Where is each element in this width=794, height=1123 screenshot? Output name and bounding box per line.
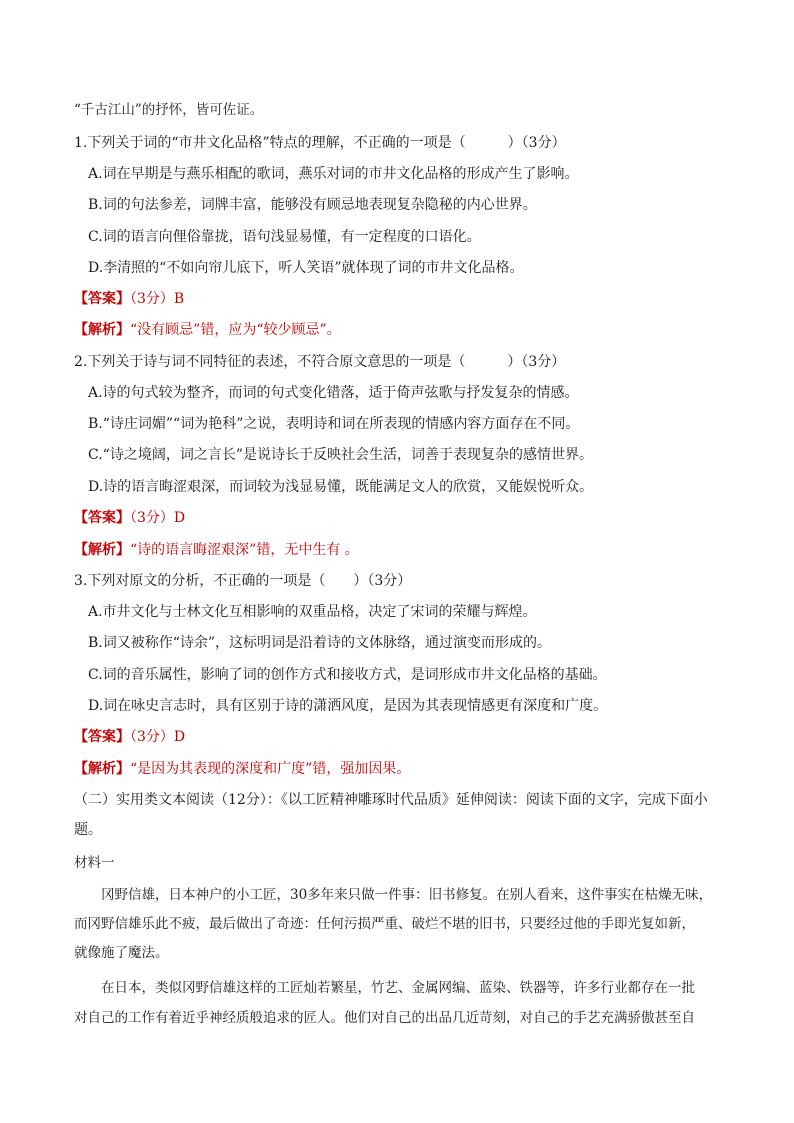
material1-para1-line1: 冈野信雄，日本神户的小工匠，30多年来只做一件事：旧书修复。在别人看来，这件事实在枯燥无味， [101, 887, 713, 903]
analysis-value: “是因为其表现的深度和广度”错，强加因果。 [130, 761, 411, 777]
answer-label: 【答案】 [74, 291, 130, 307]
q2-analysis [74, 540, 359, 560]
q2-stem: 2.下列关于诗与词不同特征的表述，不符合原文意思的一项是（ ）（3分） [74, 354, 566, 370]
q2-option-a: A.诗的句式较为整齐，而词的句式变化错落，适于倚声弦歌与抒发复杂的情感。 [88, 385, 579, 401]
q2-answer [74, 508, 185, 528]
analysis-label: 【解析】 [74, 542, 130, 558]
material1-para2-line1: 在日本，类似冈野信雄这样的工匠灿若繁星，竹艺、金属网编、蓝染、铁器等，许多行业都存在一批 [101, 980, 695, 996]
material1-para1-line3: 就像施了魔法。 [74, 945, 169, 961]
q3-analysis [74, 759, 410, 779]
analysis-label: 【解析】 [74, 322, 130, 338]
analysis-value: “没有顾忌”错，应为“较少顾忌”。 [130, 322, 341, 338]
q1-option-a: A.词在早期是与燕乐相配的歌词，燕乐对词的市井文化品格的形成产生了影响。 [88, 166, 579, 182]
q2-option-d: D.诗的语言晦涩艰深，而词较为浅显易懂，既能满足文人的欣赏，又能娱悦听众。 [88, 479, 594, 495]
q1-option-d: D.李清照的“不如向帘儿底下，听人笑语”就体现了词的市井文化品格。 [88, 260, 524, 276]
answer-value: （3分）B [130, 291, 185, 307]
answer-value: （3分）D [130, 729, 186, 745]
analysis-value: “诗的语言晦涩艰深”错，无中生有 。 [130, 542, 359, 558]
material1-title: 材料一 [74, 855, 115, 871]
section2-heading-line1: （二）实用类文本阅读（12分）：《以工匠精神雕琢时代品质》延伸阅读：阅读下面的文字，完成下面小 [74, 792, 708, 808]
q1-stem: 1.下列关于词的“市井文化品格”特点的理解，不正确的一项是（ ）（3分） [74, 135, 566, 151]
q1-option-b: B.词的句法参差，词牌丰富，能够没有顾忌地表现复杂隐秘的内心世界。 [88, 197, 537, 213]
intro-line: “千古江山”的抒怀，皆可佐证。 [74, 102, 264, 118]
answer-value: （3分）D [130, 510, 186, 526]
section2-heading-line2: 题。 [74, 822, 102, 838]
q3-option-d: D.词在咏史言志时，具有区别于诗的潇洒风度，是因为其表现情感更有深度和广度。 [88, 698, 608, 714]
q3-answer [74, 727, 185, 747]
material1-para1-line2: 而冈野信雄乐此不疲，最后做出了奇迹：任何污损严重、破烂不堪的旧书，只要经过他的手即光复如新， [74, 916, 695, 932]
q1-option-c: C.词的语言向俚俗靠拢，语句浅显易懂，有一定程度的口语化。 [88, 229, 481, 245]
q2-option-b: B.“诗庄词媚”“词为艳科”之说，表明诗和词在所表现的情感内容方面存在不同。 [88, 416, 580, 432]
answer-label: 【答案】 [74, 510, 130, 526]
q1-analysis [74, 320, 341, 340]
q2-option-c: C.“诗之境阔，词之言长”是说诗长于反映社会生活，词善于表现复杂的感情世界。 [88, 447, 593, 463]
q3-option-a: A.市井文化与士林文化互相影响的双重品格，决定了宋词的荣耀与辉煌。 [88, 604, 537, 620]
q1-answer [74, 289, 184, 309]
analysis-label: 【解析】 [74, 761, 130, 777]
material1-para2-line2: 对自己的工作有着近乎神经质般追求的匠人。他们对自己的出品几近苛刻，对自己的手艺充满骄傲甚至自 [74, 1010, 695, 1026]
q3-stem: 3.下列对原文的分析，不正确的一项是（ ）（3分） [74, 573, 412, 589]
answer-label: 【答案】 [74, 729, 130, 745]
q3-option-c: C.词的音乐属性，影响了词的创作方式和接收方式，是词形成市井文化品格的基础。 [88, 667, 607, 683]
q3-option-b: B.词又被称作“诗余”，这标明词是沿着诗的文体脉络，通过演变而形成的。 [88, 635, 552, 651]
